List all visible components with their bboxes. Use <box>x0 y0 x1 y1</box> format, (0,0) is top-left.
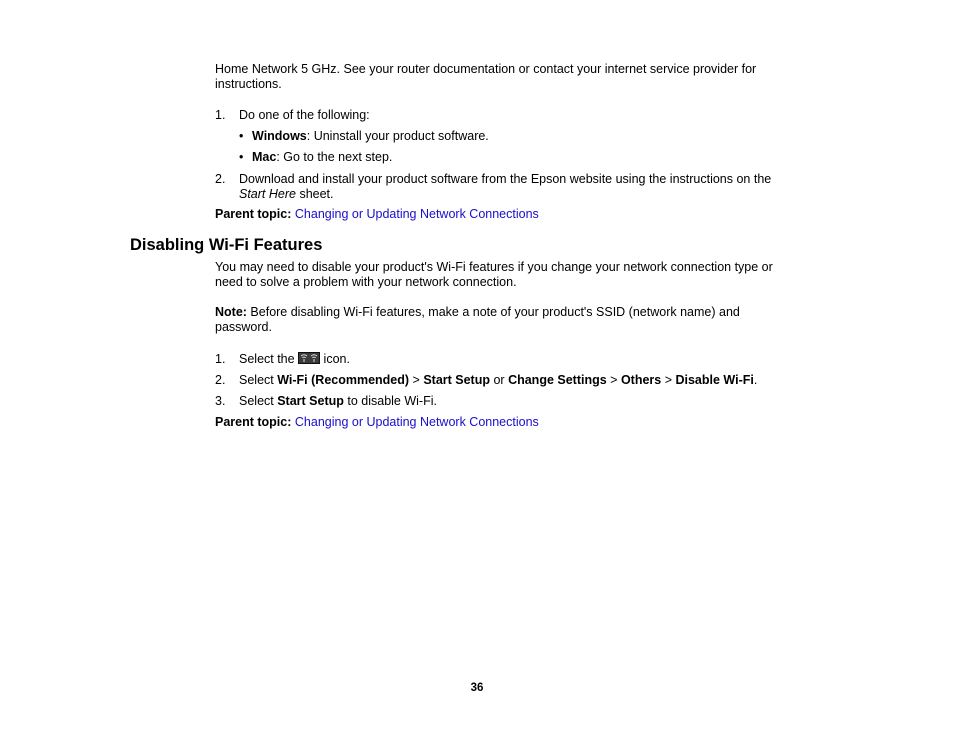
step-1 <box>215 352 815 367</box>
step-number: 3. <box>215 394 226 408</box>
note-line-1: Before disabling Wi-Fi features, make a note of your product's SSID (network name) and <box>246 305 740 319</box>
bullet-dot: • <box>239 150 244 164</box>
note-label: Note: <box>215 305 247 319</box>
separator: > <box>606 373 621 387</box>
step-text-after: to disable Wi-Fi. <box>343 394 437 408</box>
start-here-reference: Start Here <box>239 187 296 201</box>
note <box>215 305 815 335</box>
step-number: 2. <box>215 373 226 387</box>
intro-line-2: instructions. <box>215 77 282 91</box>
bullet-windows <box>215 129 815 144</box>
separator: > <box>409 373 424 387</box>
section-intro <box>215 260 815 290</box>
bullet-label-windows: Windows <box>252 129 307 143</box>
bullet-dot: • <box>239 129 244 143</box>
menu-start-setup: Start Setup <box>423 373 490 387</box>
section-heading: Disabling Wi-Fi Features <box>130 236 323 254</box>
step-2 <box>215 373 815 388</box>
step-1 <box>215 108 815 123</box>
parent-topic <box>215 415 815 430</box>
intro-paragraph <box>215 62 815 92</box>
step-text-after: icon. <box>320 352 350 366</box>
parent-topic-link[interactable]: Changing or Updating Network Connections <box>294 415 539 429</box>
menu-disable-wifi: Disable Wi-Fi <box>675 373 754 387</box>
or-word: or <box>490 373 509 387</box>
period: . <box>753 373 758 387</box>
step-2 <box>215 172 815 202</box>
wifi-settings-icon <box>298 352 320 364</box>
intro-line-1: Home Network 5 GHz. See your router documentation or contact your internet service provider for <box>215 62 757 76</box>
step-2-line-1: Download and install your product software from the Epson website using the instructions on the <box>239 172 772 186</box>
step-text: Do one of the following: <box>239 108 370 122</box>
menu-change-settings: Change Settings <box>508 373 607 387</box>
bullet-text-mac: : Go to the next step. <box>276 150 393 164</box>
step-2-tail: sheet. <box>295 187 334 201</box>
step-number: 1. <box>215 108 226 122</box>
step-select-word: Select <box>239 394 278 408</box>
separator: > <box>661 373 676 387</box>
menu-wifi-recommended: Wi-Fi (Recommended) <box>277 373 410 387</box>
step-number: 2. <box>215 172 226 186</box>
step-number: 1. <box>215 352 226 366</box>
parent-topic-link[interactable]: Changing or Updating Network Connections <box>294 207 539 221</box>
section-heading-container <box>130 235 322 255</box>
menu-start-setup: Start Setup <box>277 394 344 408</box>
parent-topic-label: Parent topic: <box>215 415 292 429</box>
section-intro-line-2: need to solve a problem with your network connection. <box>215 275 517 289</box>
page-number: 36 <box>470 682 484 694</box>
step-select-word: Select <box>239 373 278 387</box>
menu-others: Others <box>620 373 662 387</box>
step-3 <box>215 394 815 409</box>
bullet-text-windows: : Uninstall your product software. <box>306 129 489 143</box>
bullet-label-mac: Mac <box>252 150 277 164</box>
bullet-mac <box>215 150 815 165</box>
note-line-2: password. <box>215 320 272 334</box>
section-intro-line-1: You may need to disable your product's Wi-Fi features if you change your network connection type or <box>215 260 773 274</box>
parent-topic <box>215 207 815 222</box>
step-text-before: Select the <box>239 352 299 366</box>
parent-topic-label: Parent topic: <box>215 207 292 221</box>
